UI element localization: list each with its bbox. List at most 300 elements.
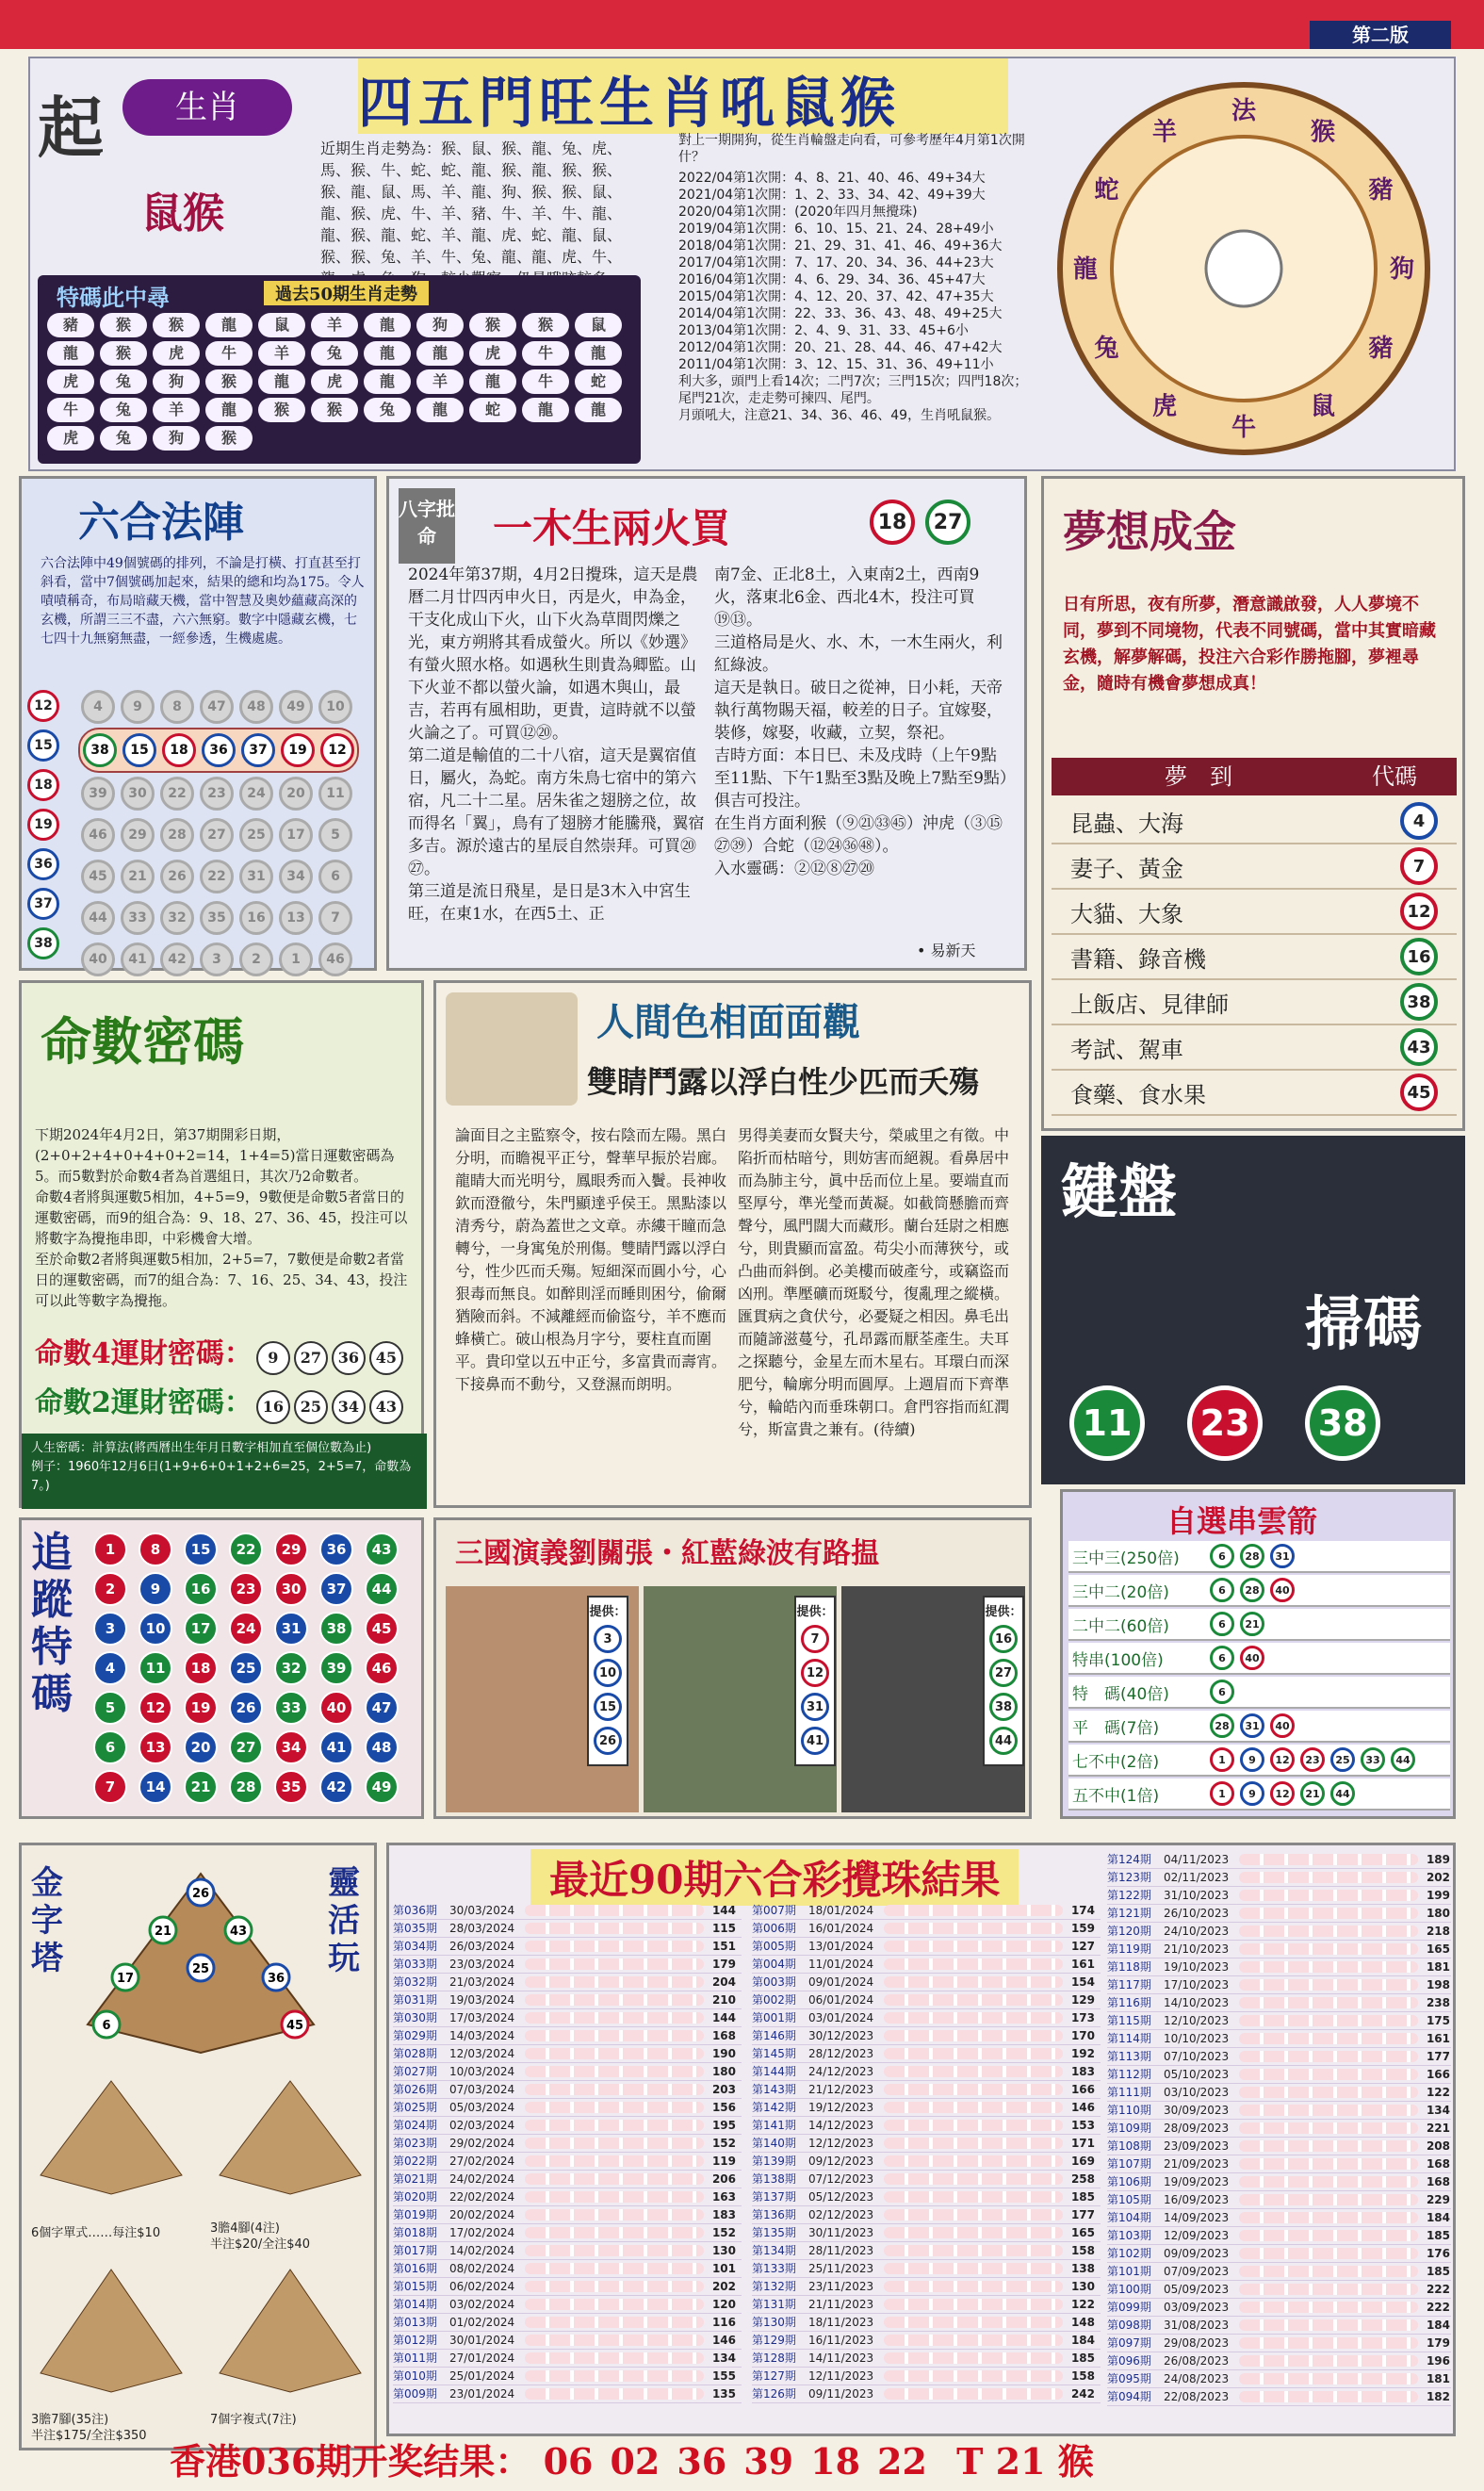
- result-date: 23/03/2024: [449, 1958, 515, 1971]
- pyramid-ball: [282, 2011, 308, 2038]
- liuhe-ball: 2: [239, 942, 273, 976]
- zixuan-ball: 6: [1210, 1646, 1234, 1670]
- result-period: 第105期: [1107, 2193, 1151, 2206]
- zixuan-nums: [1210, 1544, 1300, 1568]
- sanguo-ball: 12: [801, 1659, 829, 1687]
- result-period: 第025期: [393, 2101, 437, 2114]
- zz-row: [88, 1648, 404, 1688]
- history-line: 2019/04第1次開：6、10、15、21、24、28+49小: [678, 221, 994, 237]
- result-date: 21/11/2023: [808, 2298, 874, 2311]
- liuhe-ball: 8: [160, 690, 194, 724]
- result-sum: 144: [711, 1904, 736, 1917]
- result-date: 17/02/2024: [449, 2226, 515, 2239]
- result-row: [393, 2314, 742, 2332]
- result-date: 26/08/2023: [1164, 2354, 1230, 2368]
- result-sum: 176: [1426, 2247, 1450, 2260]
- liuhe-ball: 22: [200, 860, 234, 893]
- liuhe-ball: 35: [200, 901, 234, 935]
- pyramid-4: [31, 2260, 191, 2401]
- result-period: 第028期: [393, 2047, 437, 2060]
- zz-ball: 42: [319, 1770, 353, 1804]
- result-row: [1107, 1869, 1451, 1887]
- footer-num: 36: [677, 2440, 727, 2483]
- bazi-col2-p5: 在生肖方面利猴（⑨㉑㉝㊺）沖虎（③⑮㉗㊴）合蛇（⑫㉔㊱㊽）。: [714, 814, 1003, 856]
- result-sum: 202: [711, 2280, 736, 2293]
- result-period: 第007期: [752, 1904, 796, 1917]
- zixuan-row: [1068, 1711, 1450, 1743]
- result-balls-bar: [884, 2227, 1063, 2238]
- bazi-col2-p6: 入水靈碼：②⑫⑧㉗⑳: [714, 860, 874, 878]
- result-row: [393, 2099, 742, 2117]
- trend-cell: 牛: [522, 369, 569, 394]
- trend-cell: 龍: [205, 398, 253, 422]
- result-period: 第137期: [752, 2190, 796, 2204]
- zz-ball: 12: [139, 1691, 172, 1725]
- dream-text: 大貓、大象: [1070, 900, 1183, 927]
- zixuan-ball: 31: [1240, 1713, 1264, 1738]
- result-sum: 156: [711, 2101, 736, 2114]
- result-balls-bar: [884, 1923, 1063, 1934]
- result-row: [393, 2153, 742, 2171]
- liuhe-ball: 37: [241, 733, 275, 767]
- zz-ball: 6: [93, 1730, 127, 1764]
- intro-text: 近期生肖走勢為：猴、鼠、猴、龍、兔、虎、馬、猴、牛、蛇、蛇、龍、猴、龍、猴、猴、猴、龍、鼠、馬、羊、龍、狗、猴、猴、鼠、龍、猴、虎、牛、羊、豬、牛、羊、牛、龍、龍、猴、龍、蛇、羊、龍、虎、蛇、龍、鼠、猴、猴、兔、羊、牛、兔、龍、龍、虎、牛、: [320, 139, 623, 266]
- result-date: 21/12/2023: [808, 2083, 874, 2096]
- result-row: [752, 2117, 1101, 2135]
- result-sum: 222: [1426, 2301, 1450, 2314]
- zixuan-panel: [1060, 1489, 1456, 1819]
- liuhe-ball: 30: [121, 777, 155, 811]
- result-balls-bar: [884, 1941, 1063, 1952]
- zixuan-ball: 9: [1240, 1747, 1264, 1772]
- zixuan-label: 五不中(1倍): [1072, 1786, 1160, 1806]
- wheel-label: 蛇: [1094, 176, 1119, 205]
- history-line: 2020/04第1次開：(2020年四月無攪珠): [678, 205, 918, 220]
- result-row: [752, 2242, 1101, 2260]
- result-date: 16/09/2023: [1164, 2193, 1230, 2206]
- zixuan-ball: 9: [1240, 1781, 1264, 1806]
- zz-ball: 14: [139, 1770, 172, 1804]
- result-balls-bar: [884, 1958, 1063, 1970]
- result-row: [752, 2350, 1101, 2368]
- zz-row: [88, 1569, 404, 1609]
- zixuan-ball: 6: [1210, 1680, 1234, 1704]
- result-date: 28/03/2024: [449, 1922, 515, 1935]
- history-line: 2012/04第1次開：20、21、28、44、46、47+42大: [678, 340, 1003, 355]
- result-row: [1107, 2173, 1451, 2191]
- dream-row: [1052, 890, 1457, 935]
- trend-cell: 猴: [522, 313, 569, 337]
- liuhe-ball: 27: [200, 818, 234, 852]
- result-balls-bar: [1239, 2302, 1418, 2313]
- result-balls-bar: [525, 1923, 704, 1934]
- result-balls-bar: [1239, 2212, 1418, 2223]
- result-date: 29/08/2023: [1164, 2336, 1230, 2350]
- result-balls-bar: [525, 2263, 704, 2274]
- liuhe-left-ball: 15: [27, 729, 59, 762]
- result-period: 第136期: [752, 2208, 796, 2221]
- mingshu-num: 45: [369, 1341, 403, 1375]
- trend-cell: 羊: [153, 398, 200, 422]
- result-row: [393, 2027, 742, 2045]
- result-row: [752, 2099, 1101, 2117]
- result-row: [752, 1920, 1101, 1938]
- liuhe-ball: 7: [318, 901, 352, 935]
- result-period: 第022期: [393, 2155, 437, 2168]
- result-date: 23/09/2023: [1164, 2139, 1230, 2153]
- trend-cell: 蛇: [469, 398, 516, 422]
- mingshu-num: 43: [369, 1390, 403, 1424]
- result-row: [1107, 1994, 1451, 2012]
- result-sum: 134: [711, 2352, 736, 2365]
- liuhe-ball: 24: [239, 777, 273, 811]
- dream-code-ball: 38: [1400, 983, 1438, 1021]
- result-sum: 190: [711, 2047, 736, 2060]
- result-row: [752, 2188, 1101, 2206]
- dream-code-ball: 45: [1400, 1073, 1438, 1111]
- result-date: 23/01/2024: [449, 2387, 515, 2401]
- result-date: 31/10/2023: [1164, 1889, 1230, 1902]
- result-period: 第127期: [752, 2369, 796, 2383]
- liuhe-ball: 42: [160, 942, 194, 976]
- result-period: 第110期: [1107, 2104, 1151, 2117]
- keyboard-title-2: 掃碼: [1305, 1289, 1423, 1358]
- result-balls-bar: [1239, 2051, 1418, 2062]
- sanguo-ball: 31: [801, 1693, 829, 1721]
- result-period: 第023期: [393, 2137, 437, 2150]
- pyr-label-2b: 7個字複式(7注): [210, 2413, 297, 2427]
- result-balls-bar: [525, 2299, 704, 2310]
- result-date: 07/12/2023: [808, 2172, 874, 2186]
- zz-ball: 7: [93, 1770, 127, 1804]
- liuhe-ball: 41: [121, 942, 155, 976]
- trend-label: 特碼此中尋: [57, 284, 170, 311]
- result-date: 16/01/2024: [808, 1922, 874, 1935]
- pyramid-ball: [188, 1879, 214, 1906]
- result-sum: 179: [1426, 2336, 1450, 2350]
- zixuan-nums: [1210, 1713, 1300, 1738]
- result-period: 第111期: [1107, 2086, 1151, 2099]
- zixuan-ball: 44: [1330, 1781, 1355, 1806]
- pyramid-2: [31, 2072, 191, 2213]
- result-date: 26/03/2024: [449, 1940, 515, 1953]
- result-row: [752, 1902, 1101, 1920]
- result-date: 27/02/2024: [449, 2155, 515, 2168]
- result-date: 24/12/2023: [808, 2065, 874, 2078]
- trend-cell: 龍: [47, 341, 94, 366]
- result-row: [1107, 1887, 1451, 1905]
- bazi-balls: [870, 500, 970, 545]
- footer-special: T 21: [956, 2440, 1046, 2483]
- pyr-label-2a: 3膽7腳(35注): [31, 2413, 109, 2427]
- result-date: 19/03/2024: [449, 1993, 515, 2007]
- liuhe-ball: 16: [239, 901, 273, 935]
- svg-text:43: 43: [229, 1925, 248, 1939]
- pyramid-right-title: 靈活玩: [328, 1864, 360, 1977]
- liuhe-ball: 17: [279, 818, 313, 852]
- zixuan-row: [1068, 1541, 1450, 1573]
- trend-cell: 猴: [100, 341, 147, 366]
- result-date: 29/02/2024: [449, 2137, 515, 2150]
- dream-col-code: 代碼: [1372, 763, 1417, 790]
- result-row: [1107, 1976, 1451, 1994]
- result-row: [752, 2206, 1101, 2224]
- dream-code-ball: 12: [1400, 893, 1438, 930]
- result-row: [752, 2009, 1101, 2027]
- pyramid-5: [210, 2260, 370, 2401]
- result-row: [1107, 1851, 1451, 1869]
- history-line: 2022/04第1次開：4、8、21、40、46、49+34大: [678, 171, 986, 186]
- liuhe-ball: 34: [279, 860, 313, 893]
- liuhe-row: [78, 939, 359, 980]
- result-row: [393, 2385, 742, 2403]
- sanguo-ball: 10: [594, 1659, 622, 1687]
- result-date: 05/12/2023: [808, 2190, 874, 2204]
- result-row: [393, 2332, 742, 2350]
- liuhe-panel: [19, 476, 377, 971]
- result-balls-bar: [884, 2155, 1063, 2167]
- zz-ball: 3: [93, 1612, 127, 1646]
- zixuan-row: [1068, 1609, 1450, 1641]
- result-date: 02/03/2024: [449, 2119, 515, 2132]
- result-balls-bar: [525, 1905, 704, 1916]
- zz-ball: 33: [274, 1691, 308, 1725]
- result-period: 第146期: [752, 2029, 796, 2042]
- trend-cell: 鼠: [258, 313, 305, 337]
- result-balls-bar: [1239, 1908, 1418, 1919]
- result-sum: 222: [1426, 2283, 1450, 2296]
- result-date: 10/03/2024: [449, 2065, 515, 2078]
- result-date: 21/03/2024: [449, 1975, 515, 1989]
- result-row: [393, 1991, 742, 2009]
- result-date: 28/11/2023: [808, 2244, 874, 2257]
- face-title: 人間色相面面觀: [596, 1000, 860, 1044]
- liuhe-ball: 20: [279, 777, 313, 811]
- liuhe-ball: 39: [81, 777, 115, 811]
- result-date: 23/11/2023: [808, 2280, 874, 2293]
- result-row: [393, 2009, 742, 2027]
- result-period: 第124期: [1107, 1853, 1151, 1866]
- result-date: 28/09/2023: [1164, 2122, 1230, 2135]
- zz-ball: 10: [139, 1612, 172, 1646]
- result-balls-bar: [525, 2227, 704, 2238]
- result-balls-bar: [525, 2066, 704, 2077]
- result-balls-bar: [1239, 2069, 1418, 2080]
- result-balls-bar: [884, 2138, 1063, 2149]
- result-sum: 134: [1426, 2104, 1450, 2117]
- result-period: 第119期: [1107, 1942, 1151, 1956]
- zixuan-ball: 6: [1210, 1578, 1234, 1602]
- result-sum: 138: [1070, 2262, 1095, 2275]
- liuhe-ball: 6: [318, 860, 352, 893]
- result-balls-bar: [1239, 2176, 1418, 2188]
- result-balls-bar: [884, 2388, 1063, 2400]
- zixuan-ball: 12: [1270, 1747, 1295, 1772]
- liuhe-row: [78, 773, 359, 814]
- trend-cell: 龍: [522, 398, 569, 422]
- result-row: [1107, 2048, 1451, 2066]
- result-date: 07/10/2023: [1164, 2050, 1230, 2063]
- result-row: [752, 2296, 1101, 2314]
- footer-result: [170, 2438, 1394, 2485]
- mingshu-line2-label: 命數2運財密碼：: [35, 1386, 253, 1419]
- wheel-label: 狗: [1389, 255, 1415, 284]
- result-period: 第114期: [1107, 2032, 1151, 2045]
- result-balls-bar: [1239, 2391, 1418, 2402]
- keyboard-ball-3: 38: [1305, 1385, 1380, 1461]
- svg-text:21: 21: [154, 1925, 172, 1939]
- trend-cell: 猴: [153, 313, 200, 337]
- liuhe-ball: 38: [83, 733, 117, 767]
- zz-row: [88, 1530, 404, 1569]
- pyr-label-1b: 3膽4腳(4注): [210, 2221, 280, 2236]
- history-tail: 月頭吼大，注意21、34、36、46、49，生肖吼鼠猴。: [678, 408, 1001, 423]
- result-row: [1107, 2370, 1451, 2388]
- trend-cell: 猴: [100, 313, 147, 337]
- top-banner: [0, 0, 1484, 49]
- result-date: 21/09/2023: [1164, 2157, 1230, 2171]
- result-period: 第026期: [393, 2083, 437, 2096]
- result-balls-bar: [1239, 1890, 1418, 1901]
- result-row: [1107, 1941, 1451, 1958]
- zz-row: [88, 1728, 404, 1767]
- mingshu-line2: [35, 1379, 403, 1424]
- pyramid-ball: [263, 1964, 289, 1991]
- sanguo-ball: 26: [594, 1727, 622, 1755]
- result-date: 21/10/2023: [1164, 1942, 1230, 1956]
- trend-cell: 虎: [47, 369, 94, 394]
- bazi-col1-p3: 第三道是流日飛星，是日是3木入中宮生旺，在東1水，在西5土、正: [408, 882, 691, 924]
- result-row: [752, 1938, 1101, 1956]
- result-period: 第094期: [1107, 2390, 1151, 2403]
- zz-ball: 1: [93, 1532, 127, 1566]
- result-balls-bar: [884, 2084, 1063, 2095]
- keyboard-ball-1: 11: [1069, 1385, 1145, 1461]
- liuhe-desc: 六合法陣中49個號碼的排列，不論是打橫、打直甚至打斜看，當中7個號碼加起來，結果的總和均為175。令人嘖嘖稱奇，布局暗藏天機，當中智慧及奧妙蘊藏高深的玄機，所謂三三不盡，六六無窮。數字中隱藏玄機，七七四十九無窮無盡，一經參透，生機處處。: [41, 556, 365, 647]
- result-period: 第128期: [752, 2352, 796, 2365]
- result-date: 19/09/2023: [1164, 2175, 1230, 2188]
- result-sum: 185: [1426, 2265, 1450, 2278]
- liuhe-ball: 49: [279, 690, 313, 724]
- bazi-ball-2: 27: [925, 500, 970, 545]
- result-sum: 116: [711, 2316, 736, 2329]
- result-period: 第100期: [1107, 2283, 1151, 2296]
- zz-ball: 22: [229, 1532, 263, 1566]
- result-period: 第018期: [393, 2226, 437, 2239]
- history-line: 2013/04第1次開：2、4、9、31、33、45+6小: [678, 323, 969, 338]
- result-period: 第035期: [393, 1922, 437, 1935]
- trend-cell: 虎: [311, 369, 358, 394]
- zz-ball: 30: [274, 1572, 308, 1606]
- result-period: 第002期: [752, 1993, 796, 2007]
- result-balls-bar: [525, 2084, 704, 2095]
- result-date: 06/01/2024: [808, 1993, 874, 2007]
- result-period: 第118期: [1107, 1960, 1151, 1974]
- keyboard-title-1: 鍵盤: [1060, 1157, 1178, 1226]
- result-balls-bar: [525, 2209, 704, 2221]
- mingshu-note: [22, 1434, 427, 1509]
- edition-label: 第二版: [1310, 21, 1451, 49]
- result-balls-bar: [1239, 2230, 1418, 2241]
- result-period: 第113期: [1107, 2050, 1151, 2063]
- result-row: [1107, 2335, 1451, 2352]
- result-period: 第120期: [1107, 1925, 1151, 1938]
- result-row: [1107, 2299, 1451, 2317]
- result-sum: 153: [1070, 2119, 1095, 2132]
- zixuan-ball: 40: [1270, 1713, 1295, 1738]
- result-date: 14/02/2024: [449, 2244, 515, 2257]
- dream-panel: [1041, 476, 1465, 1131]
- zz-ball: 16: [184, 1572, 218, 1606]
- result-sum: 152: [711, 2226, 736, 2239]
- result-date: 24/08/2023: [1164, 2372, 1230, 2385]
- result-period: 第102期: [1107, 2247, 1151, 2260]
- result-row: [752, 2153, 1101, 2171]
- result-date: 10/10/2023: [1164, 2032, 1230, 2045]
- result-sum: 196: [1426, 2354, 1450, 2368]
- result-period: 第033期: [393, 1958, 437, 1971]
- sanguo-ball: 3: [594, 1625, 622, 1653]
- result-row: [752, 2081, 1101, 2099]
- trend-cell: 虎: [469, 341, 516, 366]
- liuhe-ball: 48: [239, 690, 273, 724]
- history-line: 2017/04第1次開：7、17、20、34、36、44+23大: [678, 255, 994, 270]
- zz-ball: 35: [274, 1770, 308, 1804]
- result-balls-bar: [884, 2245, 1063, 2256]
- result-date: 18/01/2024: [808, 1904, 874, 1917]
- result-sum: 203: [711, 2083, 736, 2096]
- zixuan-nums: [1210, 1781, 1361, 1806]
- liuhe-ball: 22: [160, 777, 194, 811]
- liuhe-ball: 12: [320, 733, 354, 767]
- wheel-label: 猴: [1310, 118, 1336, 147]
- trend-cell: 龍: [469, 369, 516, 394]
- liuhe-ball: 29: [121, 818, 155, 852]
- result-sum: 242: [1070, 2387, 1095, 2401]
- zixuan-ball: 25: [1330, 1747, 1355, 1772]
- result-date: 09/11/2023: [808, 2387, 874, 2401]
- zz-ball: 26: [229, 1691, 263, 1725]
- result-period: 第099期: [1107, 2301, 1151, 2314]
- trend-cell: 牛: [47, 398, 94, 422]
- zixuan-label: 三中二(20倍): [1072, 1582, 1169, 1602]
- trend-cell: 狗: [153, 369, 200, 394]
- result-sum: 189: [1426, 1853, 1450, 1866]
- result-period: 第027期: [393, 2065, 437, 2078]
- result-balls-bar: [1239, 1854, 1418, 1865]
- result-row: [393, 2350, 742, 2368]
- result-date: 31/08/2023: [1164, 2319, 1230, 2332]
- zz-ball: 45: [365, 1612, 399, 1646]
- liuhe-left-ball: 19: [27, 809, 59, 841]
- main-title: 四五門旺生肖吼鼠猴: [358, 58, 1008, 134]
- dream-code-ball: 43: [1400, 1028, 1438, 1066]
- result-balls-bar: [884, 2281, 1063, 2292]
- zixuan-ball: 21: [1300, 1781, 1325, 1806]
- trend-row: [47, 369, 628, 394]
- result-period: 第121期: [1107, 1907, 1151, 1920]
- zz-ball: 2: [93, 1572, 127, 1606]
- result-balls-bar: [1239, 2105, 1418, 2116]
- result-date: 05/10/2023: [1164, 2068, 1230, 2081]
- result-row: [1107, 2120, 1451, 2138]
- zz-ball: 20: [184, 1730, 218, 1764]
- trend-row: [47, 426, 628, 451]
- result-date: 30/01/2024: [449, 2334, 515, 2347]
- result-sum: 238: [1426, 1996, 1450, 2009]
- result-row: [1107, 2388, 1451, 2406]
- result-sum: 148: [1070, 2316, 1095, 2329]
